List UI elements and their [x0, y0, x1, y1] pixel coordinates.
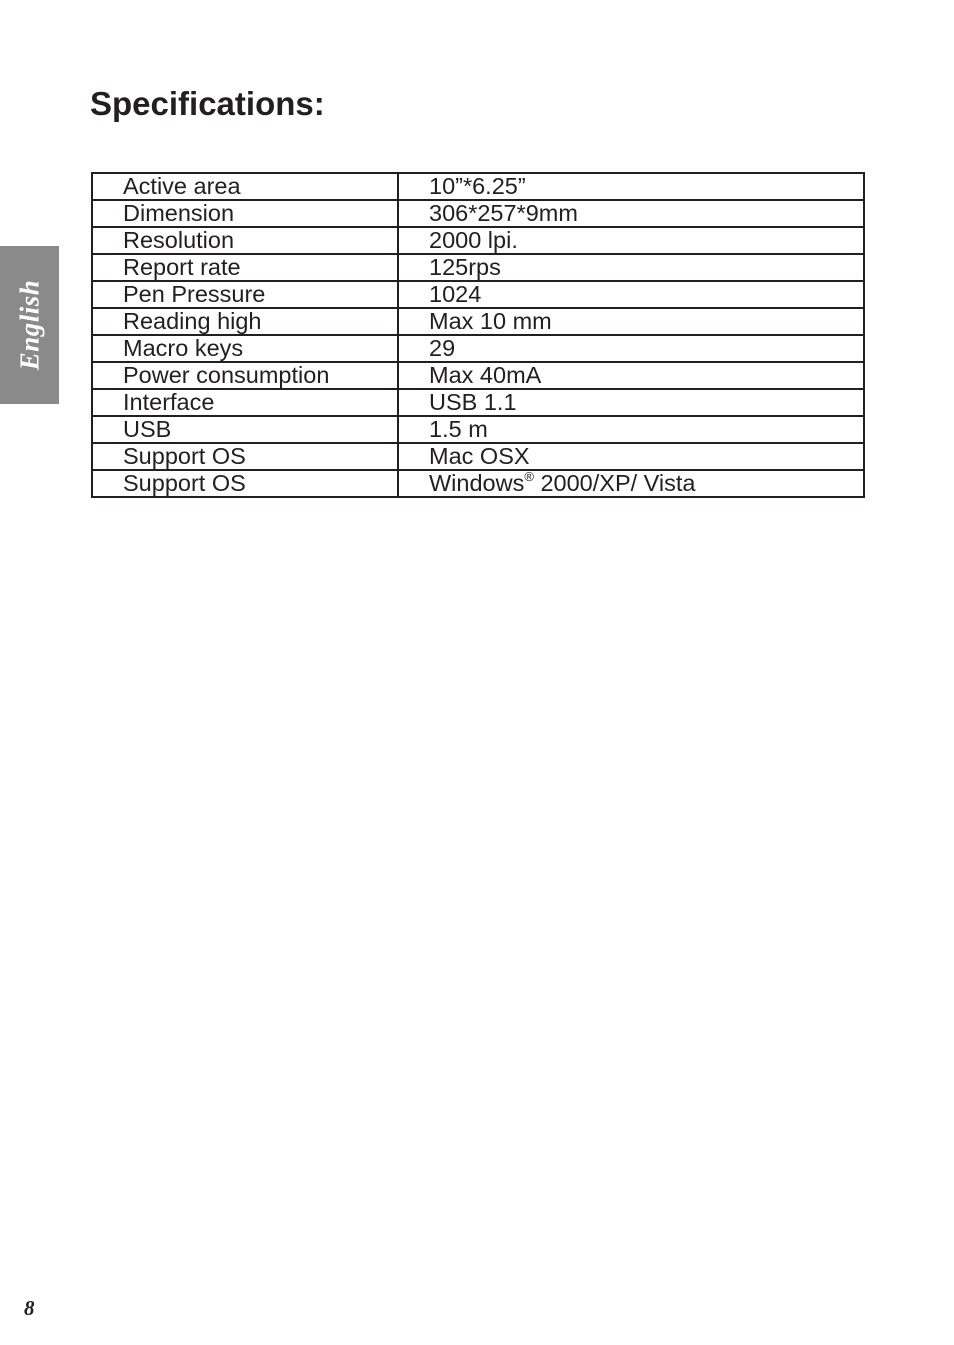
spec-value: 2000 lpi. [398, 227, 864, 254]
spec-label: Macro keys [92, 335, 398, 362]
table-row [92, 416, 864, 443]
os-name: Windows [429, 470, 525, 496]
spec-value [398, 470, 864, 497]
spec-label: USB [92, 416, 398, 443]
spec-value: 125rps [398, 254, 864, 281]
table-row [92, 281, 864, 308]
spec-label: Power consumption [92, 362, 398, 389]
spec-label: Reading high [92, 308, 398, 335]
spec-label: Support OS [92, 443, 398, 470]
table-row [92, 389, 864, 416]
table-row [92, 308, 864, 335]
table-row [92, 335, 864, 362]
language-tab [0, 246, 59, 404]
spec-value: Max 40mA [398, 362, 864, 389]
language-tab-label: English [14, 279, 44, 371]
table-row [92, 254, 864, 281]
specifications-table [91, 172, 865, 498]
table-row [92, 362, 864, 389]
spec-label: Report rate [92, 254, 398, 281]
spec-label: Support OS [92, 470, 398, 497]
table-row [92, 173, 864, 200]
spec-value: 10”*6.25” [398, 173, 864, 200]
spec-value: 29 [398, 335, 864, 362]
registered-mark: ® [524, 470, 534, 485]
spec-value: Max 10 mm [398, 308, 864, 335]
spec-label: Active area [92, 173, 398, 200]
spec-value: 306*257*9mm [398, 200, 864, 227]
table-row [92, 443, 864, 470]
table-row [92, 470, 864, 497]
page-number: 8 [24, 1296, 35, 1320]
spec-value: 1.5 m [398, 416, 864, 443]
spec-label: Interface [92, 389, 398, 416]
page-title: Specifications: [90, 85, 325, 122]
spec-value: USB 1.1 [398, 389, 864, 416]
spec-label: Dimension [92, 200, 398, 227]
spec-label: Resolution [92, 227, 398, 254]
spec-value: 1024 [398, 281, 864, 308]
spec-label: Pen Pressure [92, 281, 398, 308]
spec-value: Mac OSX [398, 443, 864, 470]
table-row [92, 227, 864, 254]
os-versions: 2000/XP/ Vista [533, 470, 696, 496]
table-row [92, 200, 864, 227]
